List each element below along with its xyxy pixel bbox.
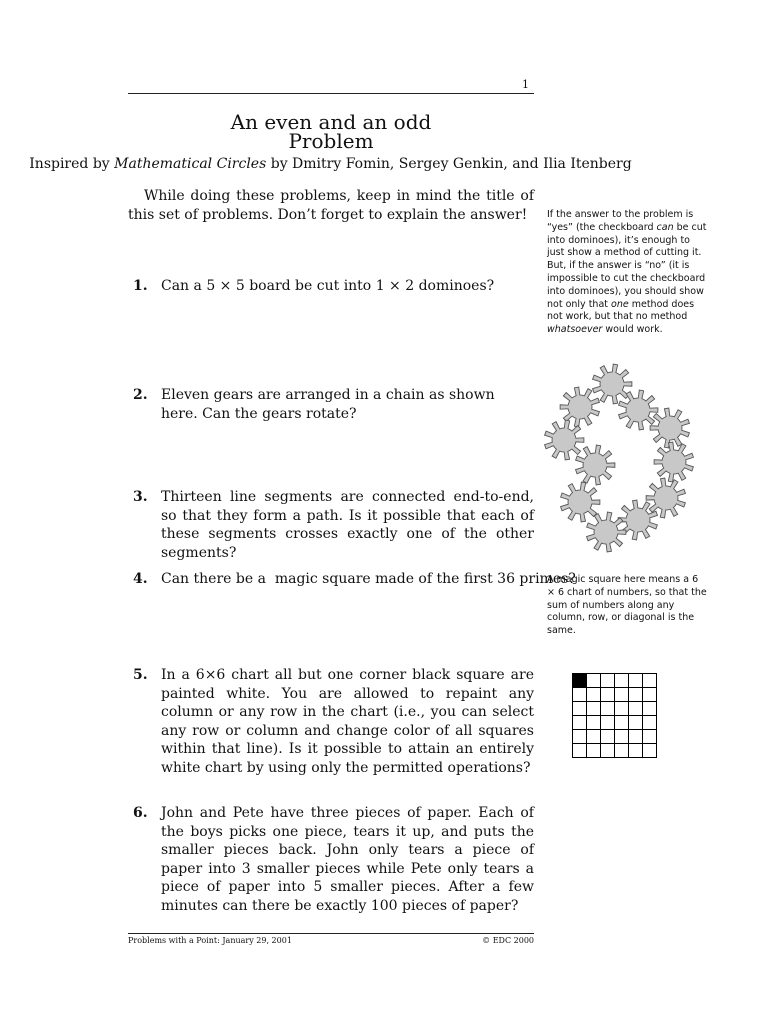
grid-cell [601, 702, 615, 716]
title-line-2: Problem [288, 129, 374, 153]
chart-6x6 [572, 673, 657, 758]
problem-number: 5. [133, 667, 148, 683]
grid-cell [587, 744, 601, 758]
grid-cell [573, 744, 587, 758]
problem-text: Eleven gears are arranged in a chain as shown here. Can the gears rotate? [161, 387, 495, 422]
footer-left: Problems with a Point: January 29, 2001 [128, 936, 292, 945]
grid-cell [629, 716, 643, 730]
book-title: Mathematical Circles [114, 156, 267, 172]
grid-cell [587, 688, 601, 702]
footer-rule [128, 933, 534, 934]
grid-cell [643, 702, 657, 716]
grid-cell [615, 730, 629, 744]
grid-cell [587, 730, 601, 744]
footer-right: © EDC 2000 [482, 936, 534, 945]
grid-row [573, 730, 657, 744]
sidenote-answer-rules: If the answer to the problem is “yes” (the checkboard can be cut into dominoes), it’s enough to just show a method of cutting it. But, if the answer is “no” (it is impossible to cut the checkboard into dominoes), you should show not only that one method does not work, but that no method whatsoever would work. [547, 209, 707, 336]
grid-cell [573, 730, 587, 744]
sidenote-magic-square: A magic square here means a 6 × 6 chart of numbers, so that the sum of numbers along any column, row, or diagonal is the same. [547, 574, 707, 637]
gear-chain-figure [540, 362, 705, 554]
grid-cell [643, 716, 657, 730]
inspired-prefix: Inspired by [29, 156, 115, 172]
grid-cell [601, 716, 615, 730]
grid-cell [629, 744, 643, 758]
problem-number: 3. [133, 489, 148, 505]
gear-icon [654, 442, 693, 482]
grid-cell [629, 674, 643, 688]
problem-text: John and Pete have three pieces of paper. Each of the boys picks one piece, tears it up, and puts the smaller pieces back. John only tears a piece of paper into 3 smaller pieces while Pete only tears a piece of paper into 5 smaller pieces. After a few minutes can there be exactly 100 pieces of paper? [161, 805, 534, 914]
gear-icon [576, 445, 615, 485]
grid-cell [643, 674, 657, 688]
problem-1 [128, 277, 534, 296]
gear-icon [545, 420, 584, 460]
grid-cell [601, 688, 615, 702]
header-rule [128, 93, 534, 94]
problem-text: Can there be a magic square made of the first 36 primes? [161, 571, 576, 587]
problem-number: 1. [133, 278, 148, 294]
intro-paragraph: While doing these problems, keep in mind the title of this set of problems. Don’t forget to explain the answer! [128, 188, 534, 223]
grid-cell [615, 702, 629, 716]
problem-4 [128, 570, 576, 589]
grid-row [573, 674, 657, 688]
problem-text: Thirteen line segments are connected end-to-end, so that they form a path. Is it possible that each of these segments crosses exactly one of the other segments? [161, 489, 534, 561]
gear-icon [587, 512, 626, 552]
grid-row [573, 688, 657, 702]
grid-cell [587, 716, 601, 730]
gear-icon [650, 408, 689, 448]
grid-cell [615, 744, 629, 758]
grid-row [573, 716, 657, 730]
page-number: 1 [522, 78, 529, 91]
grid-cell [601, 730, 615, 744]
grid-cell [643, 688, 657, 702]
grid-cell [629, 730, 643, 744]
problem-2 [128, 386, 534, 423]
problem-3 [128, 488, 534, 562]
grid-cell [643, 730, 657, 744]
grid-cell [601, 744, 615, 758]
grid-cell [573, 688, 587, 702]
grid-cell [587, 702, 601, 716]
page-title [128, 110, 534, 153]
problem-text: Can a 5 × 5 board be cut into 1 × 2 dominoes? [161, 278, 495, 294]
grid-cell [573, 674, 587, 688]
problem-number: 4. [133, 571, 148, 587]
title-line-1: An even and an odd [230, 110, 432, 134]
gear-icon [593, 364, 632, 404]
grid-cell [573, 716, 587, 730]
gear-layer [545, 364, 694, 552]
inspired-line [0, 156, 661, 172]
inspired-authors: by Dmitry Fomin, Sergey Genkin, and Ilia Itenberg [266, 156, 632, 172]
gear-icon [646, 478, 685, 518]
problem-6 [128, 804, 534, 915]
grid-cell [615, 674, 629, 688]
grid-cell [601, 674, 615, 688]
grid-cell [615, 716, 629, 730]
grid-cell [643, 744, 657, 758]
problem-number: 2. [133, 387, 148, 403]
grid-cell [629, 688, 643, 702]
grid-row [573, 702, 657, 716]
problem-number: 6. [133, 805, 148, 821]
grid-cell [587, 674, 601, 688]
grid-cell [615, 688, 629, 702]
problem-5 [128, 666, 534, 777]
grid-row [573, 744, 657, 758]
grid-cell [573, 702, 587, 716]
problem-text: In a 6×6 chart all but one corner black square are painted white. You are allowed to repaint any column or any row in the chart (i.e., you can select any row or column and change color of all squares within that line). Is it possible to attain an entirely white chart by using only the permitted operations? [161, 667, 534, 776]
grid-cell [629, 702, 643, 716]
